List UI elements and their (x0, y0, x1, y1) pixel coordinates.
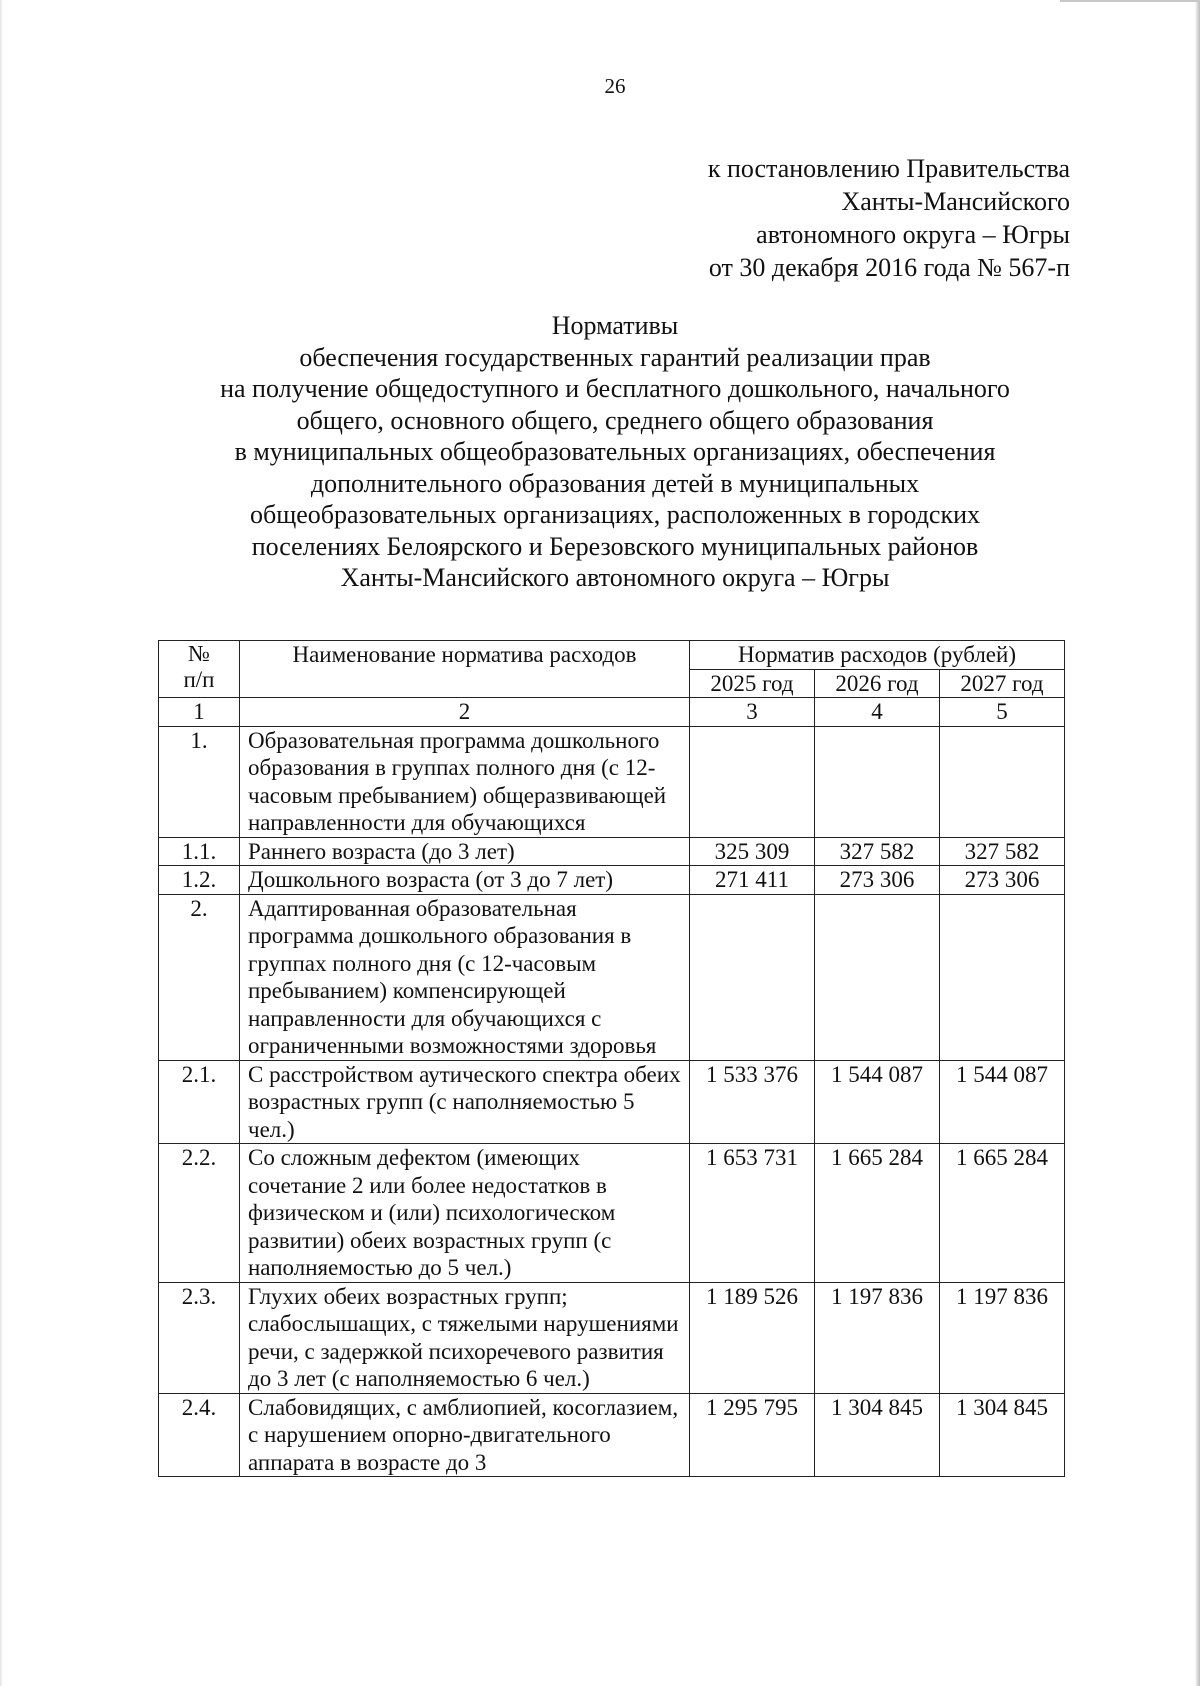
column-index: 1 (159, 698, 240, 727)
table-row (159, 1144, 1065, 1283)
row-name: Образовательная программа дошкольного образования в группах полного дня (с 12-часовым пребыванием) общеразвивающей направленности для обучающихся (240, 726, 690, 837)
column-index: 2 (240, 698, 690, 727)
table-row (159, 726, 1065, 837)
header-year: 2025 год (690, 669, 815, 698)
title-line: в муниципальных общеобразовательных организациях, обеспечения (234, 437, 996, 466)
value-2027: 273 306 (940, 866, 1065, 895)
value-2026: 1 197 836 (815, 1282, 940, 1393)
column-index: 3 (690, 698, 815, 727)
row-name: Адаптированная образовательная программа дошкольного образования в группах полного дня (с 12-часовым пребыванием) компенсирующей направленности для обучающихся с ограниченными возможностями здоровья (240, 894, 690, 1060)
value-2025: 1 295 795 (690, 1393, 815, 1477)
table-row (159, 1060, 1065, 1144)
approval-line: к постановлению Правительства (707, 154, 1070, 183)
row-number: 2. (159, 894, 240, 1060)
row-name: С расстройством аутического спектра обеих возрастных групп (с наполняемостью 5 чел.) (240, 1060, 690, 1144)
title-line: Ханты-Мансийского автономного округа – Югры (340, 563, 890, 592)
value-2027: 327 582 (940, 837, 1065, 866)
row-name: Глухих обеих возрастных групп; слабослышащих, с тяжелыми нарушениями речи, с задержкой психоречевого развития до 3 лет (с наполняемостью 6 чел.) (240, 1282, 690, 1393)
header-norm-group: Норматив расходов (рублей) (690, 641, 1065, 670)
approval-line: от 30 декабря 2016 года № 567-п (708, 253, 1070, 282)
column-index: 5 (940, 698, 1065, 727)
value-2026: 1 544 087 (815, 1060, 940, 1144)
title-line: общеобразовательных организациях, расположенных в городских (249, 500, 981, 529)
row-name: Со сложным дефектом (имеющих сочетание 2 или более недостатков в физическом и (или) психологическом развитии) обеих возрастных групп (с наполняемостью до 5 чел.) (240, 1144, 690, 1283)
row-name: Слабовидящих, с амблиопией, косоглазием, с нарушением опорно-двигательного аппарата в возрасте до 3 (240, 1393, 690, 1477)
value-2025: 1 189 526 (690, 1282, 815, 1393)
title-line: Нормативы (551, 311, 679, 340)
scan-edge-left (0, 0, 3, 1686)
approval-reference (708, 152, 1070, 284)
row-number: 1.2. (159, 866, 240, 895)
header-num: № п/п (159, 641, 240, 698)
value-2026 (815, 894, 940, 1060)
approval-line: Ханты-Мансийского (841, 187, 1070, 216)
table-row (159, 1393, 1065, 1477)
value-2025: 1 533 376 (690, 1060, 815, 1144)
document-title (150, 310, 1080, 594)
approval-line: автономного округа – Югры (756, 220, 1070, 249)
value-2026 (815, 726, 940, 837)
value-2027 (940, 894, 1065, 1060)
header-year: 2027 год (940, 669, 1065, 698)
title-line: обеспечения государственных гарантий реализации прав (299, 342, 931, 372)
value-2027: 1 304 845 (940, 1393, 1065, 1477)
row-name: Раннего возраста (до 3 лет) (240, 837, 690, 866)
row-number: 2.4. (159, 1393, 240, 1477)
value-2027: 1 544 087 (940, 1060, 1065, 1144)
value-2025: 1 653 731 (690, 1144, 815, 1283)
table-row (159, 837, 1065, 866)
norms-table (158, 640, 1065, 1477)
value-2026: 1 665 284 (815, 1144, 940, 1283)
title-line: поселениях Белоярского и Березовского муниципальных районов (251, 531, 979, 561)
title-line: общего, основного общего, среднего общего образования (296, 405, 934, 435)
table-row (159, 894, 1065, 1060)
value-2027: 1 665 284 (940, 1144, 1065, 1283)
value-2025 (690, 894, 815, 1060)
scan-edge-top (1060, 0, 1200, 2)
table-row (159, 866, 1065, 895)
value-2027 (940, 726, 1065, 837)
row-number: 2.2. (159, 1144, 240, 1283)
value-2025 (690, 726, 815, 837)
table-index-row (159, 698, 1065, 727)
header-name: Наименование норматива расходов (240, 641, 690, 698)
title-line: дополнительного образования детей в муниципальных (310, 468, 920, 498)
table-row (159, 1282, 1065, 1393)
row-name: Дошкольного возраста (от 3 до 7 лет) (240, 866, 690, 895)
page-number: 26 (604, 74, 626, 98)
title-line: на получение общедоступного и бесплатного дошкольного, начального (220, 374, 1010, 403)
value-2025: 325 309 (690, 837, 815, 866)
table-header-row (159, 641, 1065, 670)
value-2027: 1 197 836 (940, 1282, 1065, 1393)
scan-edge-right (1195, 0, 1200, 1686)
value-2026: 1 304 845 (815, 1393, 940, 1477)
row-number: 1. (159, 726, 240, 837)
row-number: 2.1. (159, 1060, 240, 1144)
value-2025: 271 411 (690, 866, 815, 895)
value-2026: 327 582 (815, 837, 940, 866)
row-number: 1.1. (159, 837, 240, 866)
value-2026: 273 306 (815, 866, 940, 895)
header-year: 2026 год (815, 669, 940, 698)
row-number: 2.3. (159, 1282, 240, 1393)
column-index: 4 (815, 698, 940, 727)
